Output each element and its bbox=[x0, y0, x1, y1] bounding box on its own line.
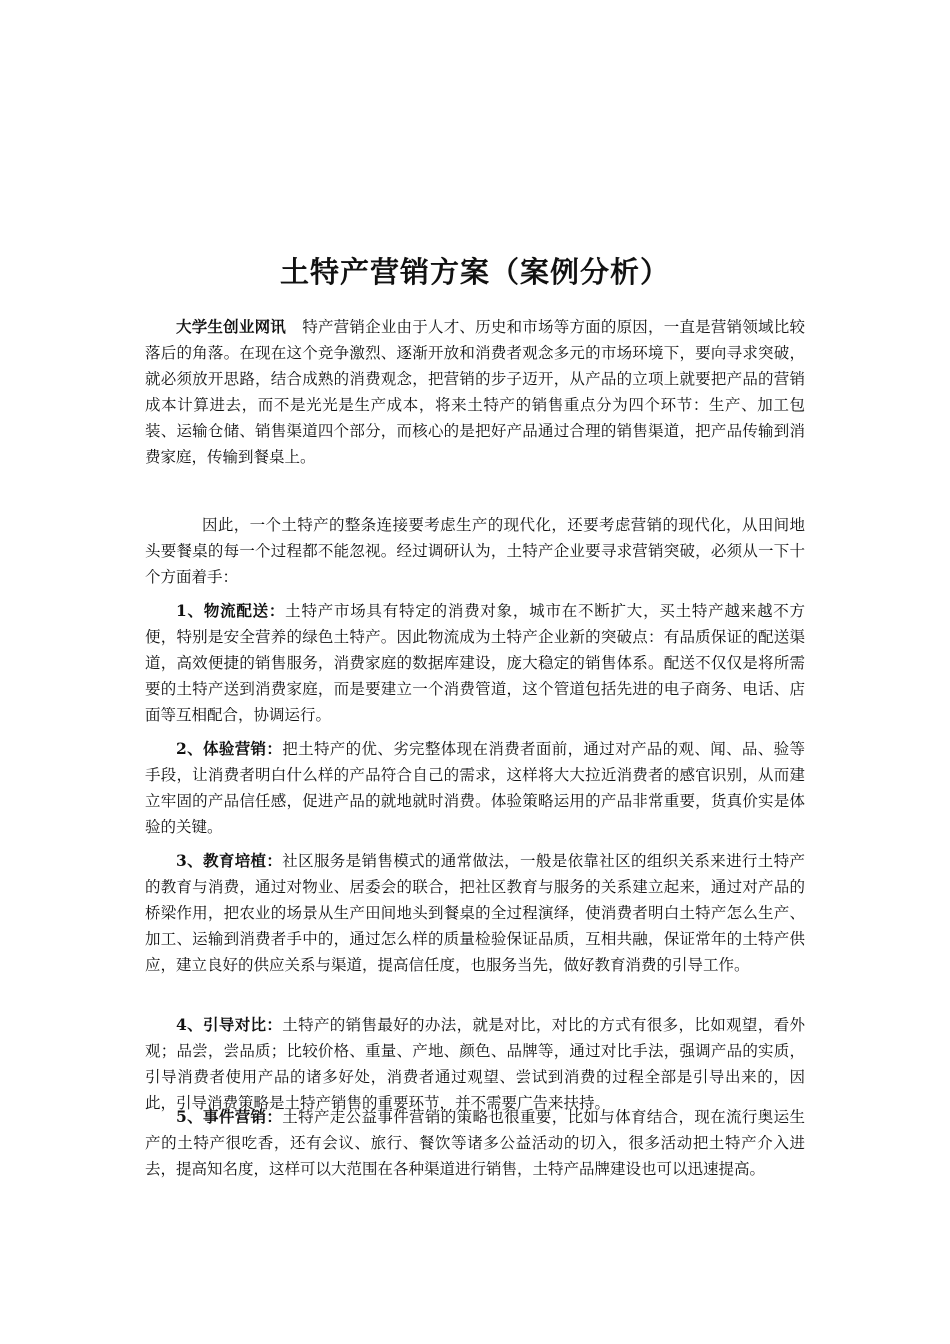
section-text: 土特产市场具有特定的消费对象，城市在不断扩大，买土特产越来越不方便，特别是安全营养的绿色土特产。因此物流成为土特产企业新的突破点：有品质保证的配送渠道，高效便捷的销售服务，消费家庭的数据库建设，庞大稳定的销售体系。配送不仅仅是将所需要的土特产送到消费家庭，而是要建立一个消费管道，这个管道包括先进的电子商务、电话、店面等互相配合，协调运行。 bbox=[145, 602, 805, 724]
section-heading: 3、教育培植： bbox=[176, 851, 283, 870]
intro-text: 特产营销企业由于人才、历史和市场等方面的原因，一直是营销领域比较落后的角落。在现在这个竞争激烈、逐渐开放和消费者观念多元的市场环境下，要向寻求突破，就必须放开思路，结合成熟的消费观念，把营销的步子迈开，从产品的立项上就要把产品的营销成本计算进去，而不是光光是生产成本，将来土特产的销售重点分为四个环节：生产、加工包装、运输仓储、销售渠道四个部分，而核心的是把好产品通过合理的销售渠道，把产品传输到消费家庭，传输到餐桌上。 bbox=[145, 318, 805, 466]
page-title: 土特产营销方案（案例分析） bbox=[279, 255, 670, 289]
section-text: 社区服务是销售模式的通常做法，一般是依靠社区的组织关系来进行土特产的教育与消费，通过对物业、居委会的联合，把社区教育与服务的关系建立起来，通过对产品的桥梁作用，把农业的场景从生产田间地头到餐桌的全过程演绎，使消费者明白土特产怎么生产、加工、运输到消费者手中的，通过怎么样的质量检验保证品质，互相共融，保证常年的土特产供应，建立良好的供应关系与渠道，提高信任度，也服务当先，做好教育消费的引导工作。 bbox=[145, 852, 805, 974]
intro-source: 大学生创业网讯 bbox=[176, 317, 287, 336]
section-education bbox=[145, 848, 805, 978]
because-paragraph: 因此，一个土特产的整条连接要考虑生产的现代化，还要考虑营销的现代化，从田间地头要餐桌的每一个过程都不能忽视。经过调研认为，土特产企业要寻求营销突破，必须从一下十个方面着手： bbox=[145, 516, 805, 586]
section-heading: 2、体验营销： bbox=[176, 739, 283, 758]
section-text: 土特产走公益事件营销的策略也很重要，比如与体育结合，现在流行奥运生产的土特产很吃香，还有会议、旅行、餐饮等诸多公益活动的切入，很多活动把土特产介入进去，提高知名度，这样可以大范围在各种渠道进行销售，土特产品牌建设也可以迅速提高。 bbox=[145, 1108, 805, 1178]
section-heading: 4、引导对比： bbox=[176, 1015, 283, 1034]
section-logistics bbox=[145, 598, 805, 728]
section-heading: 1、物流配送： bbox=[176, 601, 286, 620]
section-event-marketing bbox=[145, 1104, 805, 1182]
section-text: 土特产的销售最好的办法，就是对比，对比的方式有很多，比如观望，看外观；品尝，尝品质；比较价格、重量、产地、颜色、品牌等，通过对比手法，强调产品的实质，引导消费者使用产品的诸多好处，消费者通过观望、尝试到消费的过程全部是引导出来的，因此，引导消费策略是土特产销售的重要环节，并不需要广告来扶持。 bbox=[145, 1016, 805, 1112]
section-experience-marketing bbox=[145, 736, 805, 840]
section-guided-comparison bbox=[145, 1012, 805, 1116]
section-text: 把土特产的优、劣完整体现在消费者面前，通过对产品的观、闻、品、验等手段，让消费者明白什么样的产品符合自己的需求，这样将大大拉近消费者的感官识别，从而建立牢固的产品信任感，促进产品的就地就时消费。体验策略运用的产品非常重要，货真价实是体验的关键。 bbox=[145, 740, 805, 836]
section-heading: 5、事件营销： bbox=[176, 1107, 283, 1126]
intro-paragraph bbox=[145, 314, 805, 470]
